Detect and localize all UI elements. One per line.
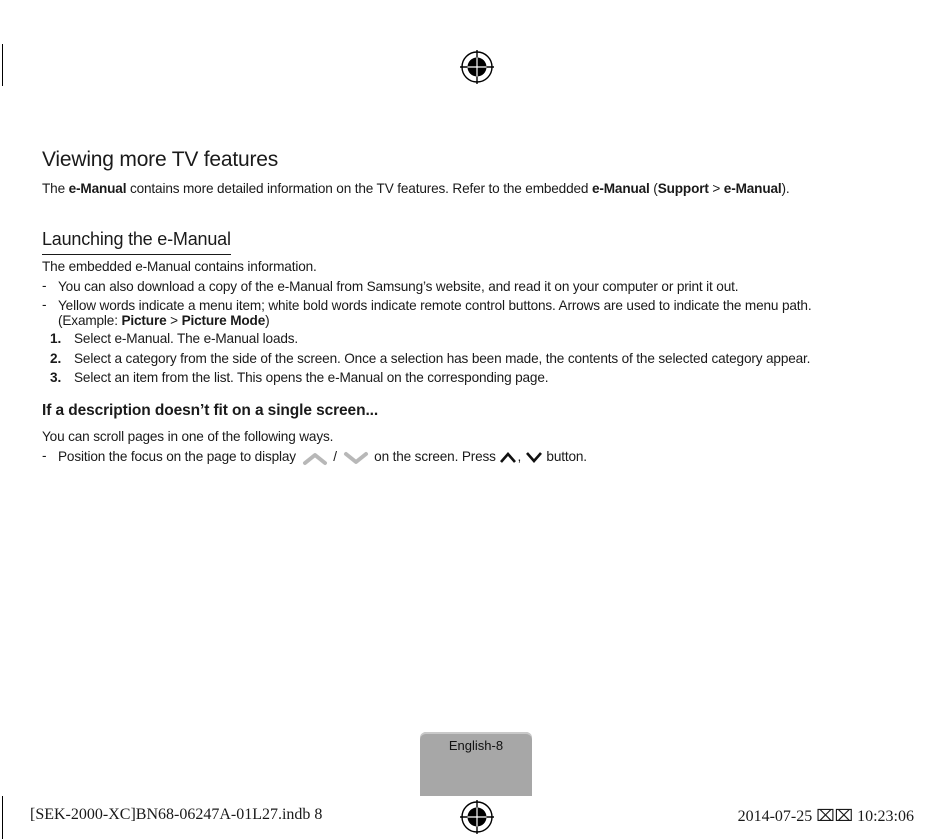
legend-text: > <box>166 313 182 328</box>
bullet-dash: - <box>42 297 47 312</box>
intro-bold-emanual: e-Manual <box>591 181 650 196</box>
footer-file-name: [SEK-2000-XC]BN68-06247A-01L27.indb 8 <box>30 806 323 823</box>
scroll-text: Position the focus on the page to display <box>58 449 296 464</box>
caret-up-icon <box>499 450 517 464</box>
intro-bold-support: Support <box>657 181 709 196</box>
intro-paragraph <box>42 181 790 196</box>
intro-text: contains more detailed information on the TV features. Refer to the embedded <box>126 181 592 196</box>
chevron-up-grey-icon <box>300 448 330 466</box>
scroll-lead: You can scroll pages in one of the following ways. <box>42 429 334 444</box>
launch-heading: Launching the e-Manual <box>42 229 231 255</box>
step-number: 3. <box>50 370 62 385</box>
step-text: Select a category from the side of the screen. Once a selection has been made, the contents of the selected category appear. <box>74 351 811 366</box>
legend-line-1: Yellow words indicate a menu item; white bold words indicate remote control buttons. Arrows are used to indicate the menu path. <box>58 298 812 313</box>
launch-lead: The embedded e-Manual contains information. <box>42 259 317 274</box>
section-title: Viewing more TV features <box>42 148 279 171</box>
legend-text: (Example: <box>58 313 122 328</box>
page-number-tab <box>420 732 532 796</box>
legend-bold-picture-mode: Picture Mode <box>181 313 266 328</box>
launch-bullet-download: You can also download a copy of the e-Manual from Samsung’s website, and read it on your computer or print it out. <box>58 279 739 294</box>
step-number: 2. <box>50 351 62 366</box>
page-number: English-8 <box>448 738 504 753</box>
intro-text: The <box>42 181 69 196</box>
registration-mark-icon <box>460 800 494 834</box>
scroll-text: button. <box>546 449 587 464</box>
bullet-dash: - <box>42 448 47 463</box>
legend-line-2 <box>58 313 811 328</box>
scroll-slash: / <box>333 449 337 464</box>
intro-text: ( <box>649 181 658 196</box>
step-text: Select an item from the list. This opens the e-Manual on the corresponding page. <box>74 370 549 385</box>
intro-text: ). <box>781 181 790 196</box>
scroll-bullet <box>58 448 587 466</box>
step-text: Select e-Manual. The e-Manual loads. <box>74 331 299 346</box>
bullet-dash: - <box>42 278 47 293</box>
scroll-text: on the screen. Press <box>374 449 496 464</box>
intro-bold-emanual: e-Manual <box>68 181 127 196</box>
launch-bullet-legend <box>58 298 811 328</box>
registration-mark-icon <box>460 50 494 84</box>
caret-down-icon <box>525 450 543 464</box>
intro-bold-emanual: e-Manual <box>723 181 782 196</box>
crop-line-top <box>2 44 3 86</box>
intro-text: > <box>708 181 724 196</box>
crop-line-bottom <box>2 796 3 839</box>
scroll-heading: If a description doesn’t fit on a single screen... <box>42 402 379 419</box>
chevron-down-grey-icon <box>341 448 371 466</box>
legend-text: ) <box>265 313 270 328</box>
legend-bold-picture: Picture <box>121 313 167 328</box>
scroll-comma: , <box>517 449 522 464</box>
step-number: 1. <box>50 331 62 346</box>
footer-timestamp: 2014-07-25 ⌧⌧ 10:23:06 <box>737 808 914 825</box>
